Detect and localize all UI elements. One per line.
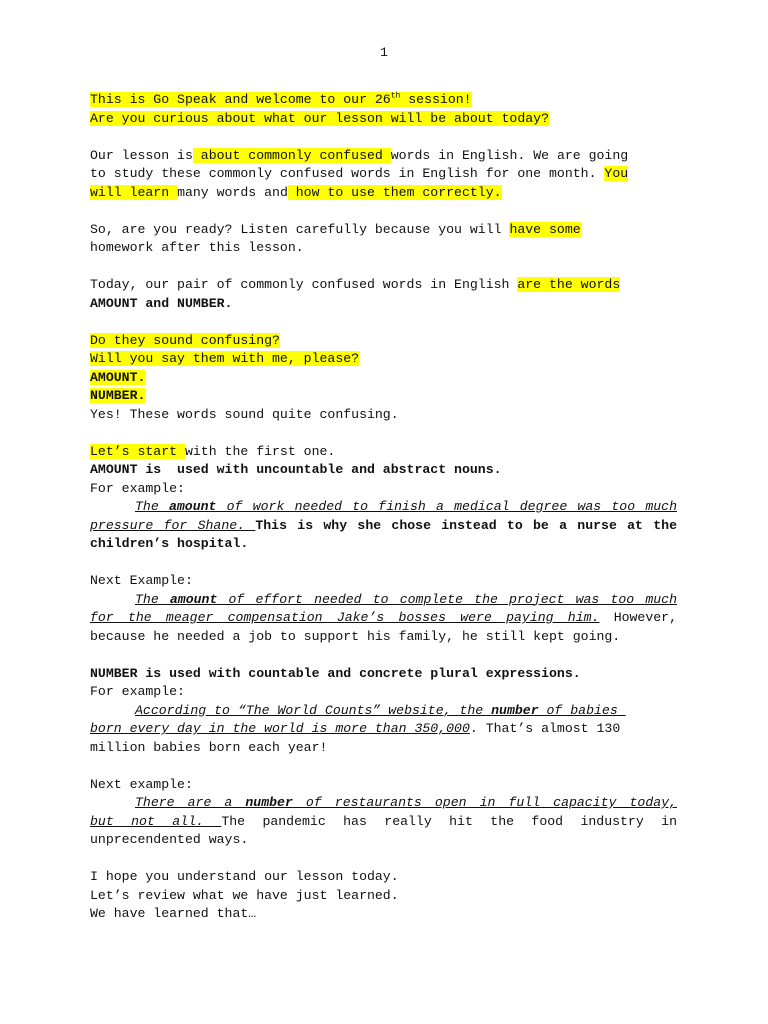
example-text: of babies — [538, 702, 626, 718]
closing-line-3: We have learned that… — [90, 906, 257, 921]
example-text: of work needed to finish a medical degree was too much — [216, 499, 678, 514]
example-text: of restaurants open in full capacity today, — [292, 795, 677, 810]
keyword-number: number — [245, 795, 293, 810]
amount-example-1-line-3: children’s hospital. — [90, 536, 249, 551]
closing-line-2: Let’s review what we have just learned. — [90, 887, 399, 903]
intro-line-1 — [90, 91, 677, 110]
text: many words and — [177, 184, 288, 200]
highlighted-text: Will you say them with me, please? — [90, 351, 360, 366]
keyword-number: number — [491, 702, 539, 718]
text: words in English. We are going — [390, 147, 629, 163]
example-text: for the meager compensation Jake’s bosses were paying him. — [90, 610, 600, 625]
amount-example-1-line-2 — [90, 517, 677, 536]
highlight — [90, 92, 472, 107]
p2-line-2: homework after this lesson. — [90, 240, 304, 255]
amount-next-example: Next Example: — [90, 573, 193, 588]
highlighted-text: how to use them correctly. — [287, 184, 502, 200]
text: However, — [599, 610, 678, 625]
highlighted-word-amount: AMOUNT. — [90, 369, 146, 385]
p1-line-2 — [90, 165, 677, 184]
page-number: 1 — [380, 45, 388, 60]
highlighted-text: Let’s start — [90, 443, 185, 459]
example-text: born every day in the world is more than 350,000 — [90, 721, 470, 736]
number-rule: NUMBER is used with countable and concrete plural expressions. — [90, 665, 581, 681]
amount-example-2-line-3: because he needed a job to support his family, he still kept going. — [90, 628, 621, 644]
number-example-2-line-3: unprecendented ways. — [90, 832, 249, 847]
example-text: The — [135, 499, 169, 514]
number-example-1-line-2 — [90, 720, 677, 739]
highlighted-text: will learn — [90, 184, 178, 200]
closing-line-1: I hope you understand our lesson today. — [90, 869, 399, 884]
text: Our lesson is — [90, 147, 193, 163]
text: with the first one. — [184, 443, 336, 459]
p4-line-1 — [90, 332, 677, 351]
amount-for-example: For example: — [90, 480, 185, 496]
amount-example-2-line-1 — [90, 591, 677, 610]
highlighted-text: have some — [509, 221, 581, 237]
p2-line-1 — [90, 221, 677, 240]
amount-start-line — [90, 443, 677, 462]
amount-rule: AMOUNT is used with uncountable and abstract nouns. — [90, 462, 502, 477]
number-next-example: Next example: — [90, 776, 193, 792]
p3-line-2: AMOUNT and NUMBER. — [90, 295, 233, 311]
example-text: According to “The World Counts” website, the — [135, 702, 492, 718]
number-for-example: For example: — [90, 684, 185, 699]
intro-line-2 — [90, 110, 677, 129]
example-text: pressure for Shane. — [90, 517, 256, 533]
example-text: but not all. — [90, 813, 222, 829]
amount-example-2-line-2 — [90, 609, 677, 628]
highlighted-text: about commonly confused — [192, 147, 391, 163]
ordinal-suffix: th — [390, 91, 401, 101]
intro-text: This is Go Speak and welcome to our 26 — [90, 92, 391, 107]
highlighted-text: are the words — [517, 277, 621, 292]
text: So, are you ready? Listen carefully because you will — [90, 221, 510, 237]
intro-text: session! — [400, 92, 472, 107]
highlighted-word-number: NUMBER. — [90, 388, 146, 403]
amount-example-1-line-1 — [90, 498, 677, 517]
text: The pandemic has really hit the food industry in — [221, 813, 677, 829]
example-text: There are a — [135, 795, 246, 810]
p4-line-5: Yes! These words sound quite confusing. — [90, 406, 399, 422]
p3-line-1 — [90, 276, 677, 295]
p4-line-4 — [90, 387, 677, 406]
text: to study these commonly confused words in English for one month. — [90, 166, 605, 181]
example-text: The — [135, 591, 170, 607]
text: Today, our pair of commonly confused words in English — [90, 277, 518, 292]
number-example-1-line-3: million babies born each year! — [90, 739, 328, 755]
p1-line-1 — [90, 147, 677, 166]
highlighted-text: You — [604, 166, 629, 181]
p1-line-3 — [90, 184, 677, 203]
keyword-amount: amount — [169, 591, 218, 607]
document-body — [90, 91, 677, 924]
number-example-1-line-1 — [90, 702, 677, 721]
text: . That’s almost 130 — [469, 721, 621, 736]
intro-question: Are you curious about what our lesson will be about today? — [90, 110, 549, 126]
number-example-2-line-2 — [90, 813, 677, 832]
bold-text: This is why she chose instead to be a nurse at the — [255, 517, 677, 533]
p4-line-2 — [90, 350, 677, 369]
example-text: of effort needed to complete the project was too much — [217, 591, 677, 607]
p4-line-3 — [90, 369, 677, 388]
highlighted-text: Do they sound confusing? — [90, 332, 280, 348]
number-example-2-line-1 — [90, 794, 677, 813]
keyword-amount: amount — [168, 499, 217, 514]
